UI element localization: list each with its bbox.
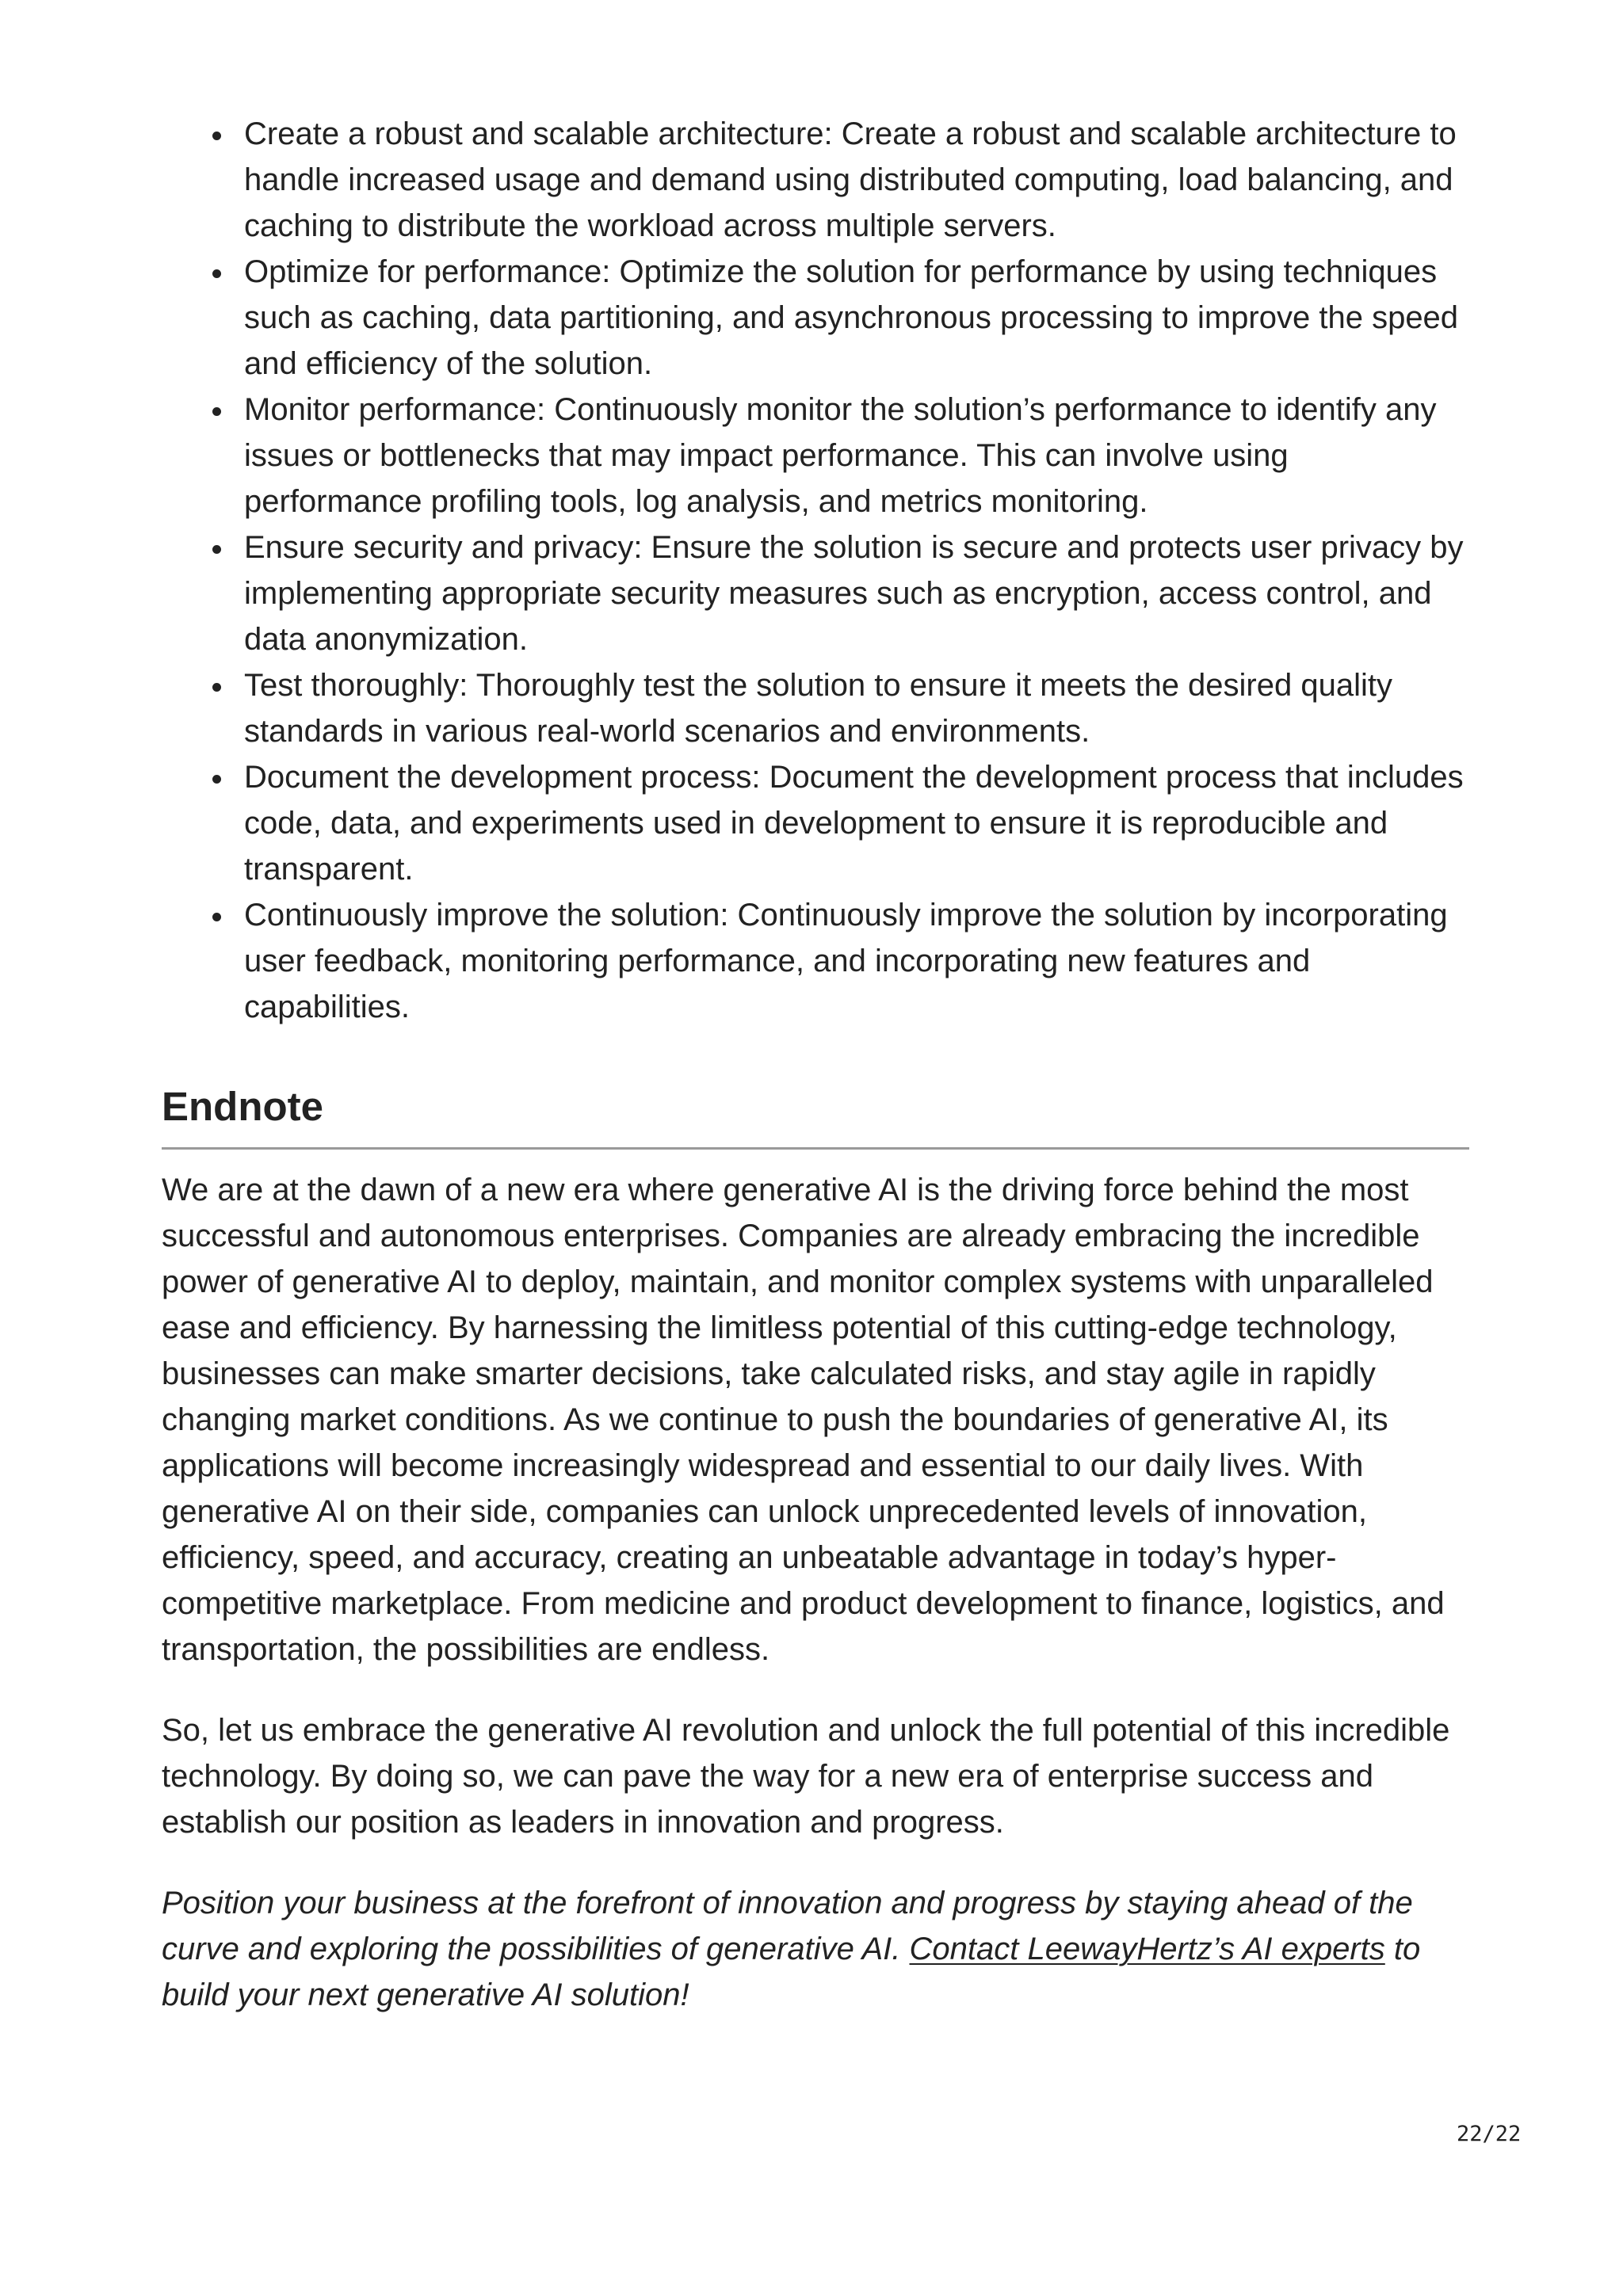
list-item: Test thoroughly: Thoroughly test the solution to ensure it meets the desired quality standards in various real-world scenarios and environments.: [244, 662, 1469, 754]
list-item: Monitor performance: Continuously monitor the solution’s performance to identify any issues or bottlenecks that may impact performance. This can involve using performance profiling tools, log analysis, and metrics monitoring.: [244, 387, 1469, 524]
document-page: [162, 111, 1469, 2018]
call-to-action: [162, 1880, 1469, 2018]
list-item: Create a robust and scalable architecture: Create a robust and scalable architecture to handle increased usage and demand using distributed computing, load balancing, and caching to distribute the workload across multiple servers.: [244, 111, 1469, 249]
endnote-paragraph-2: So, let us embrace the generative AI revolution and unlock the full potential of this incredible technology. By doing so, we can pave the way for a new era of enterprise success and establish our position as leaders in innovation and progress.: [162, 1713, 1450, 1840]
list-item: Document the development process: Document the development process that includes code, data, and experiments used in development to ensure it is reproducible and transparent.: [244, 754, 1469, 892]
best-practices-list: [162, 111, 1469, 1030]
page-number: 22/22: [1457, 2122, 1522, 2146]
cta-text-after: to build your next generative AI solution!: [162, 1932, 1421, 2012]
list-item: Ensure security and privacy: Ensure the solution is secure and protects user privacy by implementing appropriate security measures such as encryption, access control, and data anonymization.: [244, 524, 1469, 662]
cta-text-before: Position your business at the forefront of innovation and progress by staying ahead of the curve and exploring the possibilities of generative AI.: [162, 1886, 1413, 1966]
list-item: Continuously improve the solution: Continuously improve the solution by incorporating user feedback, monitoring performance, and incorporating new features and capabilities.: [244, 892, 1469, 1030]
contact-experts-link[interactable]: Contact LeewayHertz’s AI experts: [909, 1932, 1385, 1966]
list-item: Optimize for performance: Optimize the solution for performance by using techniques such as caching, data partitioning, and asynchronous processing to improve the speed and efficiency of the solution.: [244, 249, 1469, 387]
endnote-paragraph-1: We are at the dawn of a new era where generative AI is the driving force behind the most successful and autonomous enterprises. Companies are already embracing the incredible power of generative AI to deploy, maintain, and monitor complex systems with unparalleled ease and efficiency. By harnessing the limitless potential of this cutting-edge technology, businesses can make smarter decisions, take calculated risks, and stay agile in rapidly changing market conditions. As we continue to push the boundaries of generative AI, its applications will become increasingly widespread and essential to our daily lives. With generative AI on their side, companies can unlock unprecedented levels of innovation, efficiency, speed, and accuracy, creating an unbeatable advantage in today’s hyper-competitive marketplace. From medicine and product development to finance, logistics, and transportation, the possibilities are endless.: [162, 1173, 1445, 1667]
endnote-heading: Endnote: [162, 1082, 1469, 1150]
